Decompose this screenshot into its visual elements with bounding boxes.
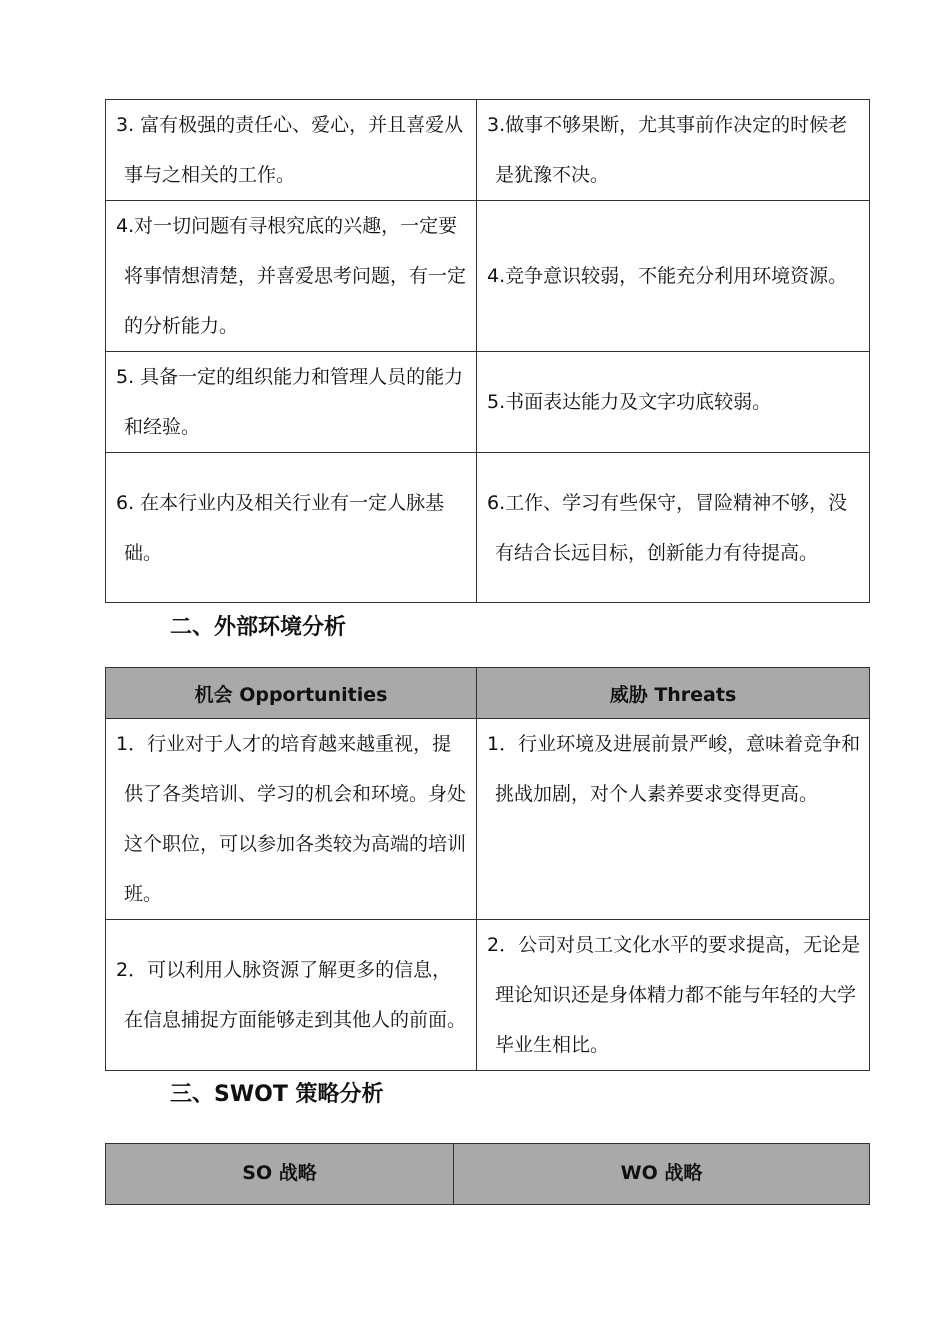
table-row: [106, 352, 870, 453]
weakness-cell: 6.工作、学习有些保守，冒险精神不够，没有结合长远目标，创新能力有待提高。: [477, 453, 870, 603]
weakness-cell: 3.做事不够果断，尤其事前作决定的时候老是犹豫不决。: [477, 100, 870, 201]
opportunity-cell: 2．可以利用人脉资源了解更多的信息，在信息捕捉方面能够走到其他人的前面。: [106, 920, 477, 1071]
weakness-cell: 4.竞争意识较弱，不能充分利用环境资源。: [477, 201, 870, 352]
opportunities-header: 机会 Opportunities: [106, 668, 477, 719]
swot-strategy-table: [105, 1143, 870, 1205]
table-row: [106, 920, 870, 1071]
table-header-row: [106, 668, 870, 719]
wo-strategy-header: WO 战略: [454, 1144, 870, 1205]
strengths-weaknesses-table: [105, 99, 870, 603]
table-row: [106, 100, 870, 201]
strength-cell: 3. 富有极强的责任心、爱心，并且喜爱从事与之相关的工作。: [106, 100, 477, 201]
section-heading-external: 二、外部环境分析: [170, 615, 347, 640]
table-header-row: [106, 1144, 870, 1205]
section-heading-swot: 三、SWOT 策略分析: [170, 1082, 384, 1107]
table-row: [106, 719, 870, 920]
threats-header: 威胁 Threats: [477, 668, 870, 719]
opportunities-threats-table: [105, 667, 870, 1071]
threat-cell: 1．行业环境及进展前景严峻，意味着竞争和挑战加剧，对个人素养要求变得更高。: [477, 719, 870, 920]
table-row: [106, 201, 870, 352]
threat-cell: 2．公司对员工文化水平的要求提高，无论是理论知识还是身体精力都不能与年轻的大学毕业生相比。: [477, 920, 870, 1071]
opportunity-cell: 1．行业对于人才的培育越来越重视，提供了各类培训、学习的机会和环境。身处这个职位，可以参加各类较为高端的培训班。: [106, 719, 477, 920]
weakness-cell: 5.书面表达能力及文字功底较弱。: [477, 352, 870, 453]
strength-cell: 5. 具备一定的组织能力和管理人员的能力和经验。: [106, 352, 477, 453]
strength-cell: 6. 在本行业内及相关行业有一定人脉基础。: [106, 453, 477, 603]
so-strategy-header: SO 战略: [106, 1144, 454, 1205]
strength-cell: 4.对一切问题有寻根究底的兴趣，一定要将事情想清楚，并喜爱思考问题，有一定的分析能力。: [106, 201, 477, 352]
table-row: [106, 453, 870, 603]
